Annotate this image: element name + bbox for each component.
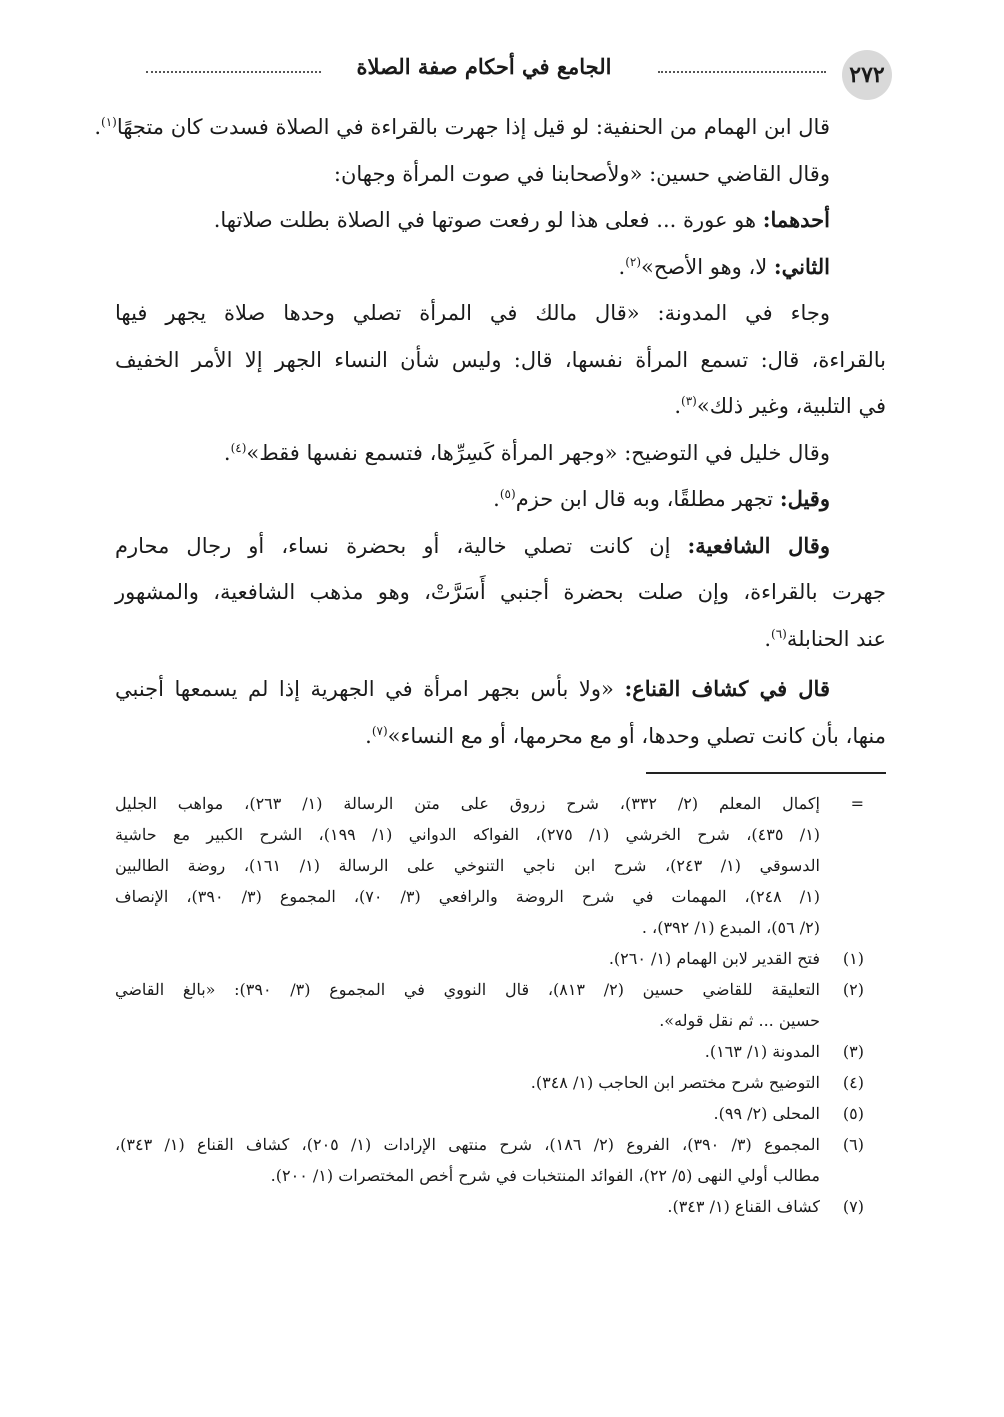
footnote-separator xyxy=(646,772,886,774)
footnote-item xyxy=(115,1036,864,1067)
paragraph-line: وقيل: تجهر مطلقًا، وبه قال ابن حزم$^{(٥)}$. xyxy=(493,486,830,511)
footnote-line: (١/ ٢٤٨)، المهمات في شرح الروضة والرافعي (٣/ ٧٠)، المجموع (٣/ ٣٩٠)، الإنصاف xyxy=(115,887,821,906)
footnote-ref[interactable]: (٤) xyxy=(230,440,247,455)
paragraph-line: وقال القاضي حسين: «ولأصحابنا في صوت المرأة وجهان: xyxy=(333,161,830,186)
bold-term: أحدهما: xyxy=(762,207,830,232)
footnote-item xyxy=(115,1129,864,1191)
footnote-line: المحلى (٢/ ٩٩). xyxy=(713,1104,820,1123)
footnote-item xyxy=(115,943,864,974)
footnote-line: فتح القدير لابن الهمام (١/ ٢٦٠). xyxy=(608,949,820,968)
footnote-number: (١) xyxy=(842,949,864,968)
paragraph-line: وقال خليل في التوضيح: «وجهر المرأة كَسِرِّها، فتسمع نفسها فقط»$^{(٤)}$. xyxy=(223,440,830,465)
footnotes xyxy=(115,788,864,1222)
footnote-line: (١/ ٤٣٥)، شرح الخرشي (١/ ٢٧٥)، الفواكه الدواني (١/ ١٩٩)، الشرح الكبير مع حاشية xyxy=(115,825,821,844)
paragraph-line: قال في كشاف القناع: «ولا بأس بجهر امرأة في الجهرية إذا لم يسمعها أجنبي xyxy=(115,676,830,701)
footnote-line: المجموع (٣/ ٣٩٠)، الفروع (٢/ ١٨٦)، شرح منتهى الإرادات (١/ ٢٠٥)، كشاف القناع (١/ ٣٤٣)، xyxy=(115,1135,820,1154)
main-text xyxy=(94,104,886,759)
paragraph-line: منها، بأن كانت تصلي وحدها، أو مع محرمها، أو مع النساء»$^{(٧)}$. xyxy=(365,723,886,748)
paragraph-line: وجاء في المدونة: «قال مالك في المرأة تصلي وحدها صلاة يجهر فيها xyxy=(115,301,830,325)
footnote-ref[interactable]: (٥) xyxy=(499,487,516,501)
footnote-number: (٤) xyxy=(842,1073,864,1092)
header-dotted-leader-left xyxy=(146,71,321,73)
book-title: الجامع في أحكام صفة الصلاة xyxy=(356,54,612,79)
footnote-number: (٦) xyxy=(842,1135,864,1154)
footnote-line: مطالب أولي النهى (٥/ ٢٢)، الفوائد المنتخبات في شرح أخص المختصرات (١/ ٢٠٠). xyxy=(270,1166,820,1185)
footnote-line: الدسوقي (١/ ٢٤٣)، شرح ابن ناجي التنوخي على الرسالة (١/ ١٦١)، روضة الطالبين xyxy=(115,856,820,875)
footnote-line: التعليقة للقاضي حسين (٢/ ٨١٣)، قال النووي في المجموع (٣/ ٣٩٠): «بالغ القاضي xyxy=(115,980,820,999)
footnote-line: حسين ... ثم نقل قوله». xyxy=(659,1011,820,1030)
footnote-continuation xyxy=(115,788,864,943)
footnote-line: إكمال المعلم (٢/ ٣٣٢)، شرح زروق على متن الرسالة (١/ ٢٦٣)، مواهب الجليل xyxy=(115,794,820,813)
footnote-number: (٥) xyxy=(842,1104,864,1123)
paragraph-line: في التلبية، وغير ذلك»$^{(٣)}$. xyxy=(674,394,886,418)
paragraph-line: جهرت بالقراءة، وإن صلت بحضرة أجنبي أَسَرَّتْ، وهو مذهب الشافعية، والمشهور xyxy=(115,580,886,604)
footnote-item xyxy=(115,1191,864,1222)
footnote-line: كشاف القناع (١/ ٣٤٣). xyxy=(667,1197,820,1216)
continuation-mark: = xyxy=(850,794,864,813)
paragraph-line: الثاني: لا، وهو الأصح»$^{(٢)}$. xyxy=(618,253,830,279)
footnote-line: المدونة (١/ ١٦٣). xyxy=(704,1042,820,1061)
footnote-ref[interactable]: (٢) xyxy=(625,254,642,269)
paragraph-line: وقال الشافعية: إن كانت تصلي خالية، أو بحضرة نساء، أو رجال محارم xyxy=(115,532,830,558)
footnote-ref[interactable]: (٣) xyxy=(681,394,697,408)
bold-term: الثاني: xyxy=(773,253,830,279)
footnote-line: (٢/ ٥٦)، المبدع (١/ ٣٩٢)، . xyxy=(641,918,820,937)
footnote-ref[interactable]: (٦) xyxy=(771,626,787,641)
paragraph-line: بالقراءة، قال: تسمع المرأة نفسها، قال: وليس شأن النساء الجهر إلا الأمر الخفيف xyxy=(115,347,886,372)
paragraph-line: عند الحنابلة$^{(٦)}$. xyxy=(764,626,886,651)
footnote-item xyxy=(115,1067,864,1098)
running-header xyxy=(142,40,892,100)
footnote-item xyxy=(115,1098,864,1129)
bold-term: وقيل: xyxy=(779,486,830,511)
bold-term: وقال الشافعية: xyxy=(687,532,830,558)
footnote-number: (٢) xyxy=(842,980,864,999)
page-number: ٢٧٢ xyxy=(842,50,892,100)
bold-term: قال في كشاف القناع: xyxy=(624,676,830,701)
footnote-line: التوضيح شرح مختصر ابن الحاجب (١/ ٣٤٨). xyxy=(530,1073,820,1092)
footnote-number: (٣) xyxy=(842,1042,864,1061)
paragraph-line: قال ابن الهمام من الحنفية: لو قيل إذا جهرت بالقراءة في الصلاة فسدت كان متجهًا$^{(١)}$. xyxy=(94,115,830,139)
paragraph-line: أحدهما: هو عورة ... فعلى هذا لو رفعت صوتها في الصلاة بطلت صلاتها. xyxy=(213,207,830,232)
footnote-number: (٧) xyxy=(842,1197,864,1216)
footnote-ref[interactable]: (١) xyxy=(101,115,117,129)
footnote-ref[interactable]: (٧) xyxy=(371,723,388,738)
footnote-item xyxy=(115,974,864,1036)
